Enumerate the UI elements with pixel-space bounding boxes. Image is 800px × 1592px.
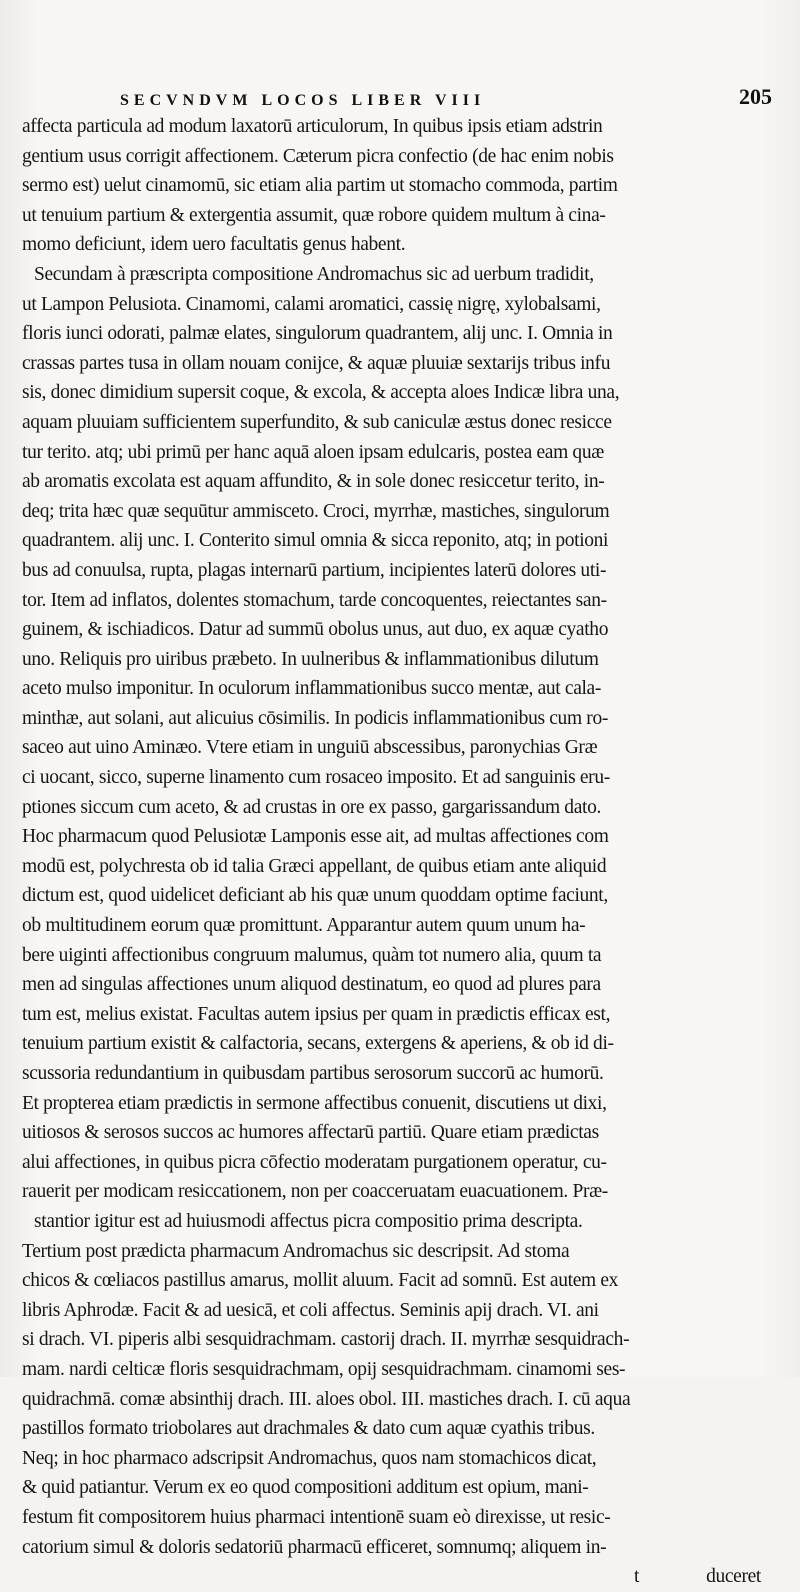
text-line: quadrantem. alij unc. I. Conterito simul omnia & sicca reponito, atq; in potioni — [22, 530, 609, 552]
text-line: ab aromatis excolata est aquam affundito, & in sole donec resiccetur terito, in- — [22, 471, 605, 493]
catchword: duceret — [706, 1566, 761, 1588]
text-line: Secundam à præscripta compositione Andromachus sic ad uerbum tradidit, — [34, 263, 594, 285]
text-line: tenuium partium existit & calfactoria, secans, extergens & aperiens, & ob id di- — [22, 1033, 614, 1055]
text-line: ci uocant, sicco, superne linamento cum rosaceo imposito. Et ad sanguinis eru- — [22, 767, 610, 789]
text-line: libris Aphrodæ. Facit & ad uesicā, et coli affectus. Seminis apij drach. VI. ani — [22, 1299, 599, 1321]
text-line: floris iunci odorati, palmæ elates, singulorum quadrantem, alij unc. I. Omnia in — [22, 323, 613, 345]
page-number: 205 — [739, 84, 772, 109]
text-line: Tertium post prædicta pharmacum Andromachus sic descripsit. Ad stoma — [22, 1240, 570, 1262]
text-line: chicos & cœliacos pastillus amarus, mollit aluum. Facit ad somnū. Est autem ex — [22, 1270, 619, 1292]
text-line: guinem, & ischiadicos. Datur ad summū obolus unus, aut duo, ex aquæ cyatho — [22, 619, 609, 641]
text-line: stantior igitur est ad huiusmodi affectus picra compositio prima descripta. — [34, 1210, 583, 1232]
text-line: quidrachmā. comæ absinthij drach. III. aloes obol. III. mastiches drach. I. cū aqua — [22, 1388, 631, 1410]
text-line: dictum est, quod uidelicet deficiant ab his quæ unum quoddam optime faciunt, — [22, 885, 608, 907]
text-line: alui affectiones, in quibus picra cōfectio moderatam purgationem operatur, cu- — [22, 1151, 607, 1173]
text-line: ptiones siccum cum aceto, & ad crustas in ore ex passo, gargarissandum dato. — [22, 796, 602, 818]
text-line: mam. nardi celticæ floris sesquidrachmam, opij sesquidrachmam. cinamomi ses- — [22, 1358, 626, 1380]
page-header — [120, 80, 772, 110]
signature-mark: t — [634, 1566, 640, 1588]
text-line: sis, donec dimidium supersit coque, & excola, & accepta aloes Indicæ libra una, — [22, 382, 620, 404]
text-line: ob multitudinem eorum quæ promittunt. Apparantur autem quum unum ha- — [22, 915, 586, 937]
text-line: bus ad conuulsa, rupta, plagas internarū partium, incipientes laterū dolores uti- — [22, 559, 607, 581]
text-line: pastillos formato triobolares aut drachmales & dato cum aquæ cyathis tribus. — [22, 1418, 595, 1440]
text-line: tum est, melius existat. Facultas autem ipsius per quam in prædictis efficax est, — [22, 1003, 611, 1025]
text-line: tor. Item ad inflatos, dolentes stomachum, tarde concoquentes, reiectantes san- — [22, 589, 607, 611]
text-line: uno. Reliquis pro uiribus præbeto. In uulneribus & inflammationibus dilutum — [22, 648, 599, 670]
text-line: catorium simul & doloris sedatoriū pharmacū efficeret, somnumq; aliquem in- — [22, 1536, 607, 1558]
text-line: sermo est) uelut cinamomū, sic etiam alia partim ut stomacho commoda, partim — [22, 175, 618, 197]
text-line: saceo aut uino Aminæo. Vtere etiam in unguiū abscessibus, paronychias Græ — [22, 737, 598, 759]
text-line: Neq; in hoc pharmaco adscripsit Andromachus, quos nam stomachicos dicat, — [22, 1447, 597, 1469]
text-line: aceto mulso imponitur. In oculorum inflammationibus succo mentæ, aut cala- — [22, 678, 602, 700]
text-line: Hoc pharmacum quod Pelusiotæ Lamponis esse ait, ad multas affectiones com — [22, 826, 609, 848]
text-line: momo deficiunt, idem uero facultatis genus habent. — [22, 234, 406, 256]
text-line: crassas partes tusa in ollam nouam conijce, & aquæ pluuiæ sextarijs tribus infu — [22, 352, 611, 374]
text-line: scussoria redundantium in quibusdam partibus serosorum succorū ac humorū. — [22, 1063, 604, 1084]
text-line: rauerit per modicam resiccationem, non per coacceruatam euacuationem. Præ- — [22, 1181, 608, 1203]
text-line: deq; trita hæc quæ sequūtur ammisceto. Croci, myrrhæ, mastiches, singulorum — [22, 500, 610, 522]
text-line: minthæ, aut solani, aut alicuius cōsimilis. In podicis inflammationibus cum ro- — [22, 707, 608, 729]
text-line: bere uiginti affectionibus congruum malumus, quàm tot numero alia, quum ta — [22, 944, 602, 966]
text-line: men ad singulas affectiones unum aliquod destinatum, eo quod ad plures para — [22, 974, 601, 996]
text-line: affecta particula ad modum laxatorū articulorum, In quibus ipsis etiam adstrin — [22, 116, 603, 137]
catchword-line — [22, 1562, 767, 1592]
text-line: ut Lampon Pelusiota. Cinamomi, calami aromatici, cassię nigrę, xylobalsami, — [22, 293, 601, 315]
text-line: aquam pluuiam sufficientem superfundito, & sub caniculæ æstus donec resicce — [22, 411, 612, 433]
running-head: SECVNDVM LOCOS LIBER VIII — [120, 92, 486, 109]
text-line: uitiosos & serosos succos ac humores affectarū partiū. Quare etiam prædictas — [22, 1122, 599, 1144]
text-line: festum fit compositorem huius pharmaci intentionē suam eò direxisse, ut resic- — [22, 1506, 611, 1528]
text-line: si drach. VI. piperis albi sesquidrachmam. castorij drach. II. myrrhæ sesquidrach- — [22, 1329, 630, 1351]
text-line: Et propterea etiam prædictis in sermone affectibus conuenit, discutiens ut dixi, — [22, 1092, 607, 1114]
text-line: modū est, polychresta ob id talia Græci appellant, de quibus etiam ante aliquid — [22, 855, 607, 877]
main-text-block — [22, 112, 767, 1588]
text-line: tur terito. atq; ubi primū per hanc aquā aloen ipsam edulcaris, postea eam quæ — [22, 441, 604, 463]
text-line: & quid patiantur. Verum ex eo quod compositioni additum est opium, mani- — [22, 1477, 589, 1499]
text-line: gentium usus corrigit affectionem. Cæterum picra confectio (de hac enim nobis — [22, 145, 614, 167]
text-line: ut tenuium partium & extergentia assumit, quæ robore quidem multum à cina- — [22, 204, 606, 226]
